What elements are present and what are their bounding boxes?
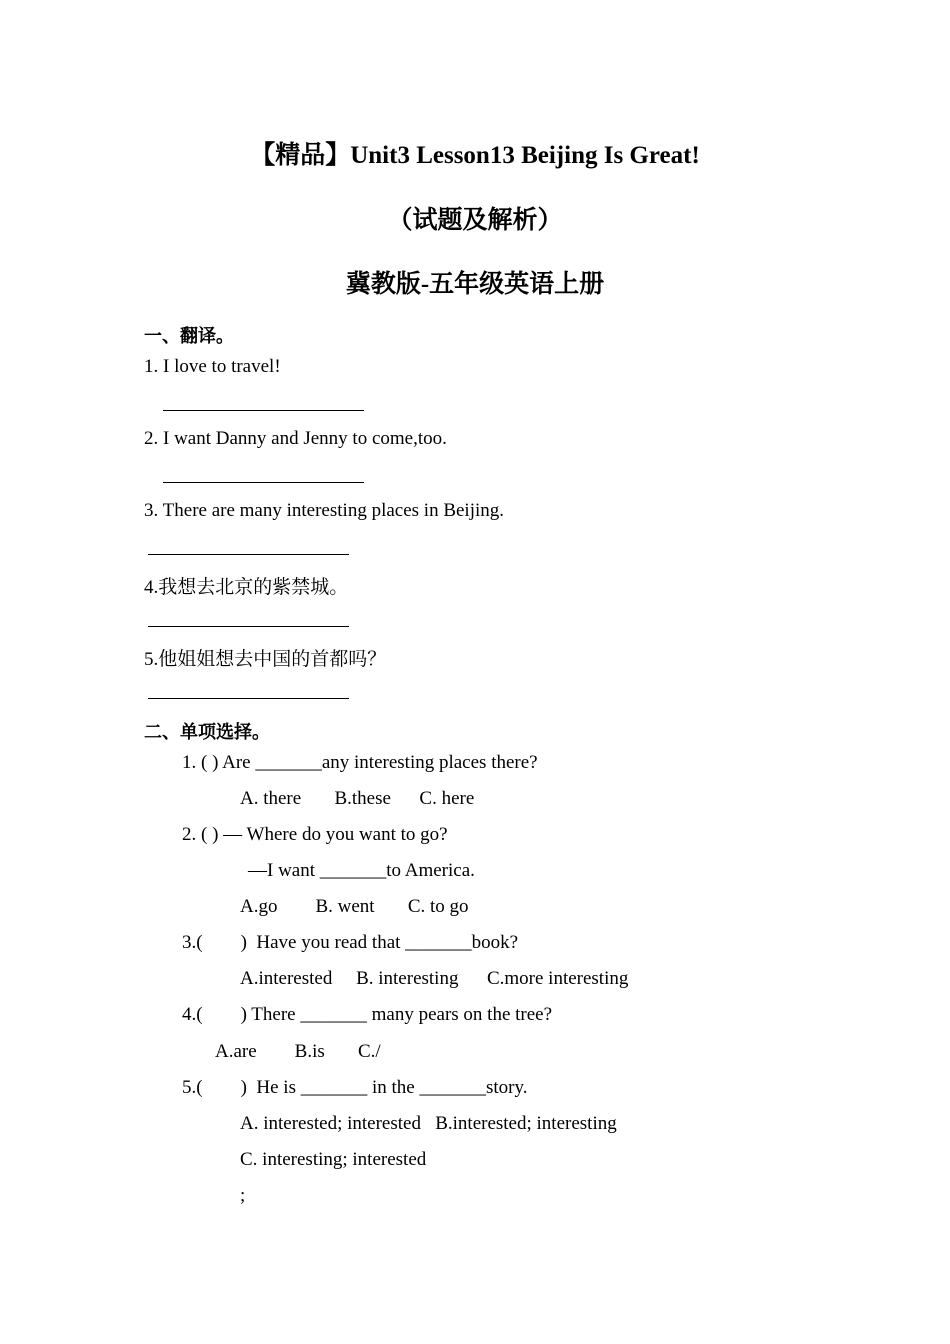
question-5-options-ab: A. interested; interested B.interested; interesting (240, 1113, 617, 1134)
question-1-stem: 1. ( ) Are _______any interesting places there? (182, 752, 538, 773)
document-title: 【精品】Unit3 Lesson13 Beijing Is Great! (250, 142, 700, 169)
translation-item-3: 3. There are many interesting places in Beijing. (144, 500, 505, 521)
question-5-stem: 5.( ) He is _______ in the _______story. (182, 1077, 528, 1098)
question-3-stem: 3.( ) Have you read that _______book? (182, 932, 519, 953)
question-4-options: A.are B.is C./ (215, 1041, 381, 1062)
question-2-stem: 2. ( ) — Where do you want to go? (182, 824, 448, 845)
question-2-stem-reply: —I want _______to America. (248, 860, 475, 881)
question-2-options: A.go B. went C. to go (240, 896, 469, 917)
translation-item-1: 1. I love to travel! (144, 356, 281, 377)
translation-item-2: 2. I want Danny and Jenny to come,too. (144, 428, 447, 449)
question-1-options: A. there B.these C. here (240, 788, 475, 809)
translation-item-5: 5.他姐姐想去中国的首都吗？ (144, 649, 387, 670)
section-translation-heading: 一、翻译。 (144, 326, 234, 346)
trailing-semicolon: ; (240, 1185, 246, 1206)
answer-blank-5 (148, 698, 349, 699)
section-choice-heading: 二、单项选择。 (144, 722, 270, 742)
answer-blank-1 (163, 410, 364, 411)
document-subtitle: （试题及解析） (387, 207, 563, 234)
answer-blank-3 (148, 554, 349, 555)
translation-item-4: 4.我想去北京的紫禁城。 (144, 577, 349, 598)
answer-blank-2 (163, 482, 364, 483)
question-3-options: A.interested B. interesting C.more interesting (240, 968, 629, 989)
answer-blank-4 (148, 626, 349, 627)
question-5-options-c: C. interesting; interested (240, 1149, 427, 1170)
document-edition: 冀教版-五年级英语上册 (345, 271, 605, 298)
question-4-stem: 4.( ) There _______ many pears on the tree? (182, 1004, 553, 1025)
